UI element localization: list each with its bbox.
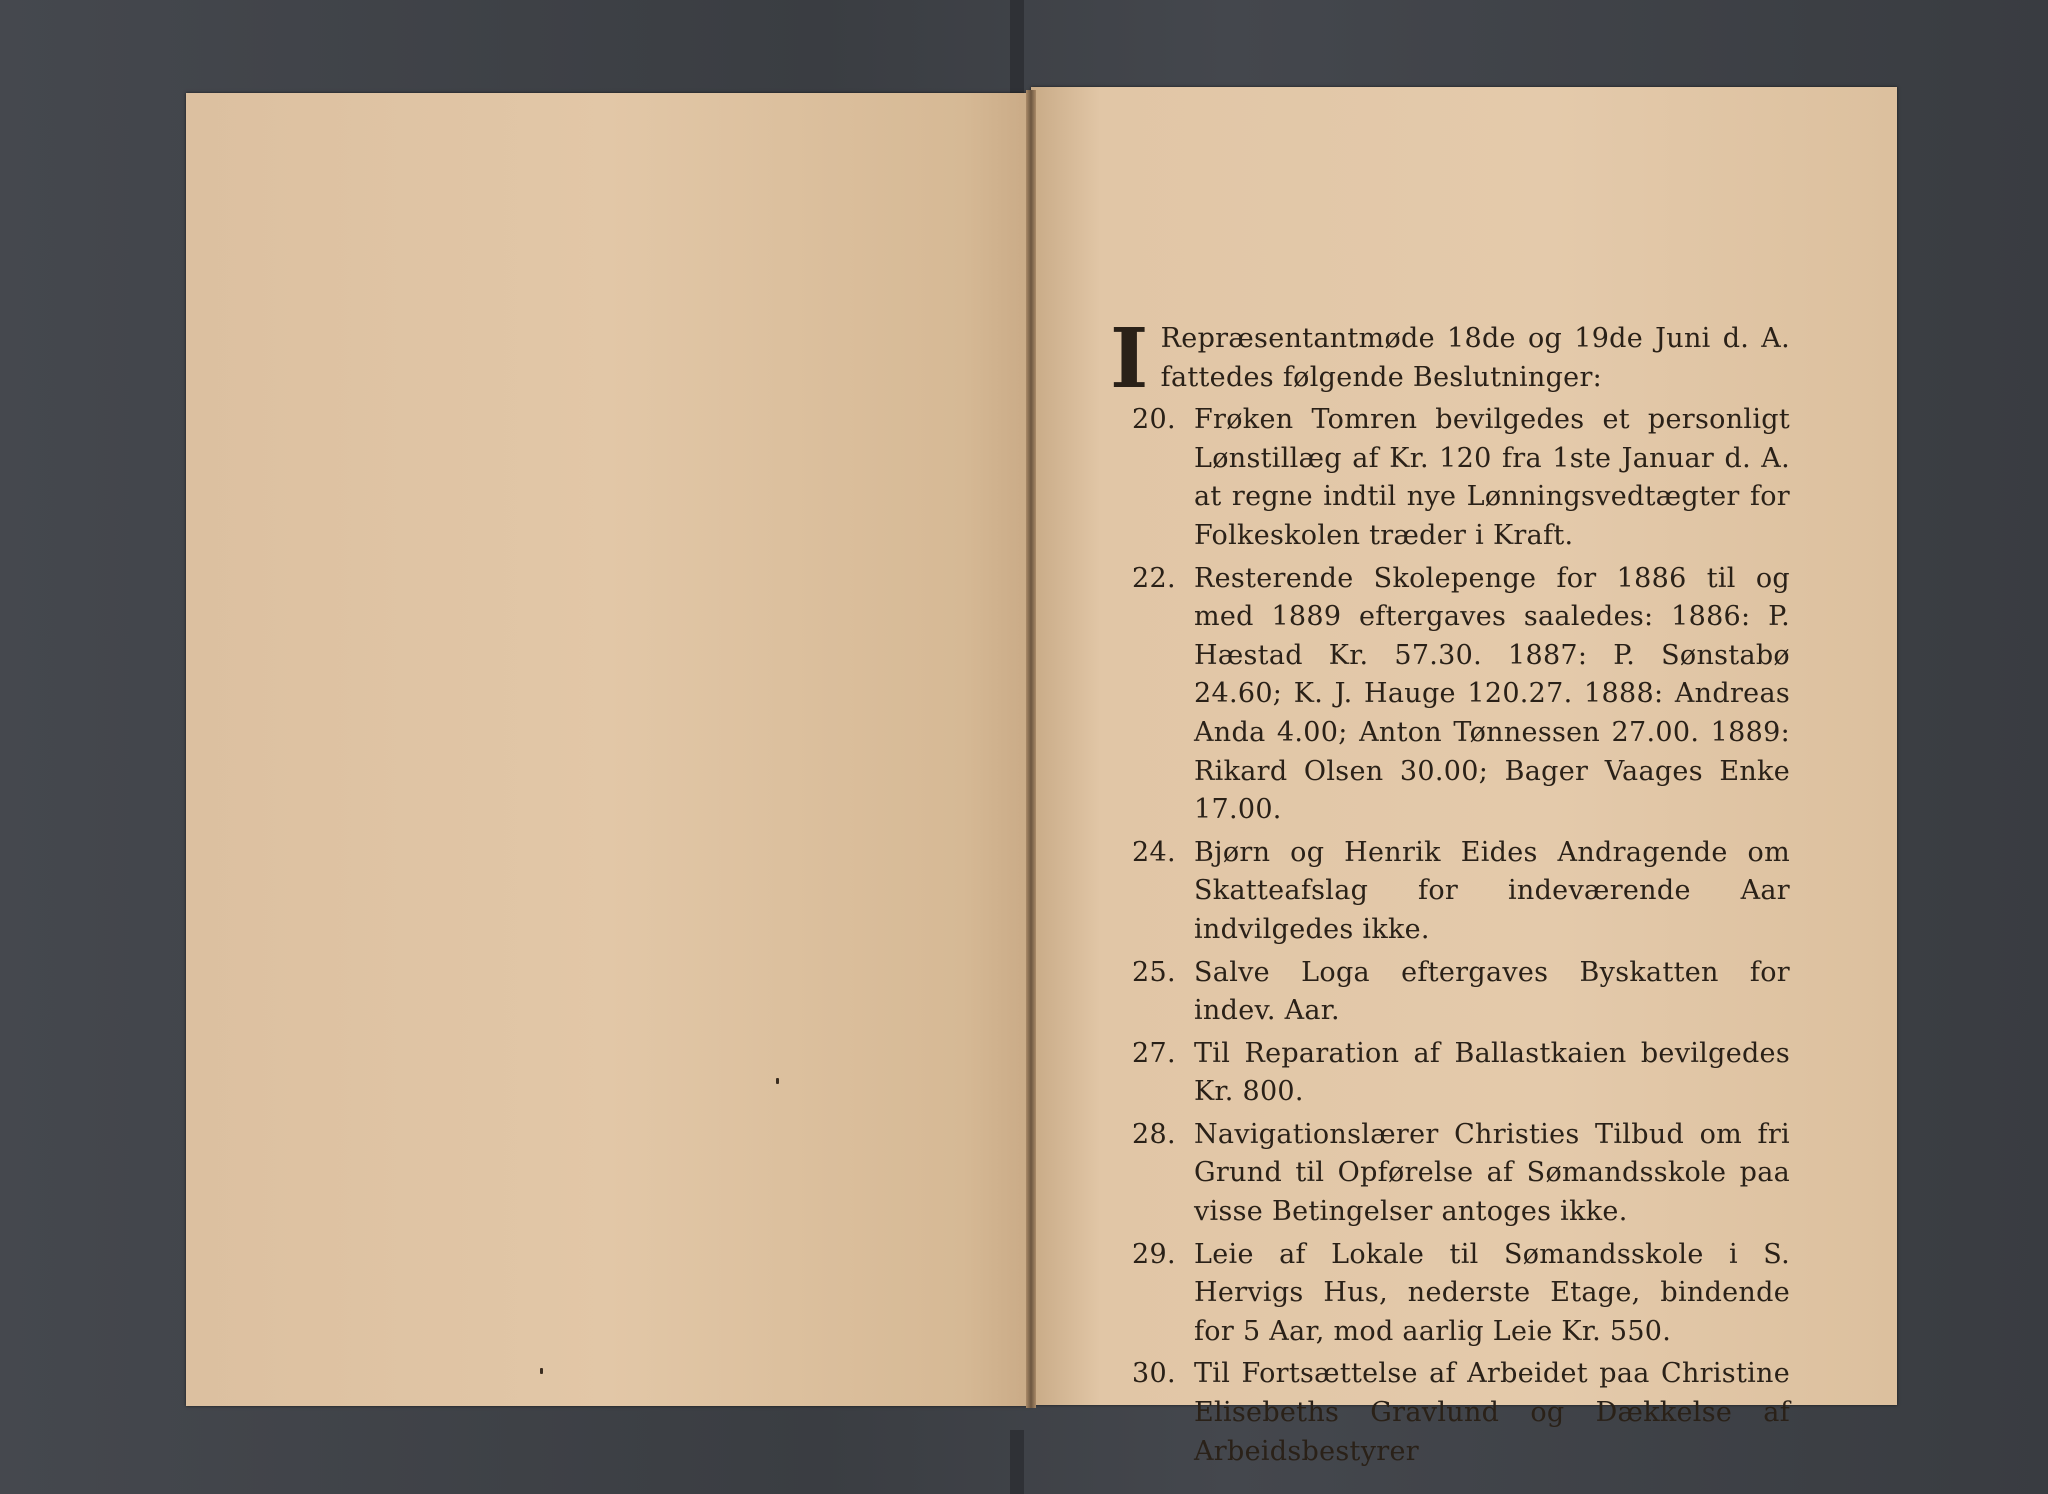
item-number: 20. bbox=[1132, 404, 1176, 436]
dropcap: I bbox=[1110, 311, 1149, 407]
item-text: Resterende Skolepenge for 1886 til og med 1889 eftergaves saaledes: 1886: P. Hæstad Kr. 57.30. 1887: P. Sønstabø 24.60; K. J. Hauge 120.27. 1888: Andreas Anda 4.00; Anton Tønnessen 27.00. 1889: Rikard Olsen 30.00; Bager Vaages Enke 17.00. bbox=[1194, 562, 1790, 826]
resolution-item bbox=[1110, 1355, 1790, 1471]
binder-strip-bottom bbox=[1010, 1430, 1024, 1494]
intro-text: Repræsentantmøde 18de og 19de Juni d. A. fattedes følgende Beslutninger: bbox=[1160, 323, 1790, 393]
resolution-item bbox=[1110, 834, 1790, 950]
item-text: Frøken Tomren bevilgedes et personligt Lønstillæg af Kr. 120 fra 1ste Januar d. A. at regne indtil nye Lønningsvedtægter for Folkeskolen træder i Kraft. bbox=[1194, 404, 1790, 551]
item-number: 27. bbox=[1132, 1037, 1176, 1069]
resolution-item bbox=[1110, 954, 1790, 1031]
paper-speck bbox=[776, 1078, 779, 1084]
item-text: Leie af Lokale til Sømandsskole i S. Hervigs Hus, nederste Etage, bindende for 5 Aar, mod aarlig Leie Kr. 550. bbox=[1194, 1238, 1790, 1347]
book-gutter bbox=[1026, 90, 1036, 1408]
item-text: Bjørn og Henrik Eides Andragende om Skatteafslag for indeværende Aar indvilgedes ikke. bbox=[1194, 836, 1790, 945]
resolution-item bbox=[1110, 401, 1790, 555]
paper-speck bbox=[540, 1368, 543, 1374]
resolution-item bbox=[1110, 1035, 1790, 1112]
intro-paragraph bbox=[1110, 311, 1790, 407]
item-text: Navigationslærer Christies Tilbud om fri Grund til Opførelse af Sømandsskole paa visse Betingelser antoges ikke. bbox=[1194, 1118, 1790, 1228]
page-text bbox=[1110, 311, 1790, 1471]
item-number: 22. bbox=[1132, 562, 1176, 594]
item-text: Til Fortsættelse af Arbeidet paa Christine Elisebeths Gravlund og Dækkelse af Arbeidsbestyrer bbox=[1194, 1358, 1790, 1467]
resolution-item bbox=[1110, 1236, 1790, 1352]
item-text: Til Reparation af Ballastkaien bevilgedes Kr. 800. bbox=[1194, 1037, 1790, 1108]
item-number: 29. bbox=[1132, 1238, 1176, 1270]
item-number: 30. bbox=[1132, 1358, 1176, 1390]
item-number: 24. bbox=[1132, 836, 1176, 868]
left-page-blank bbox=[186, 93, 1031, 1406]
item-text: Salve Loga eftergaves Byskatten for indev. Aar. bbox=[1194, 956, 1790, 1027]
resolution-item bbox=[1110, 560, 1790, 830]
item-number: 25. bbox=[1132, 956, 1176, 988]
resolution-item bbox=[1110, 1116, 1790, 1232]
item-number: 28. bbox=[1132, 1118, 1176, 1150]
